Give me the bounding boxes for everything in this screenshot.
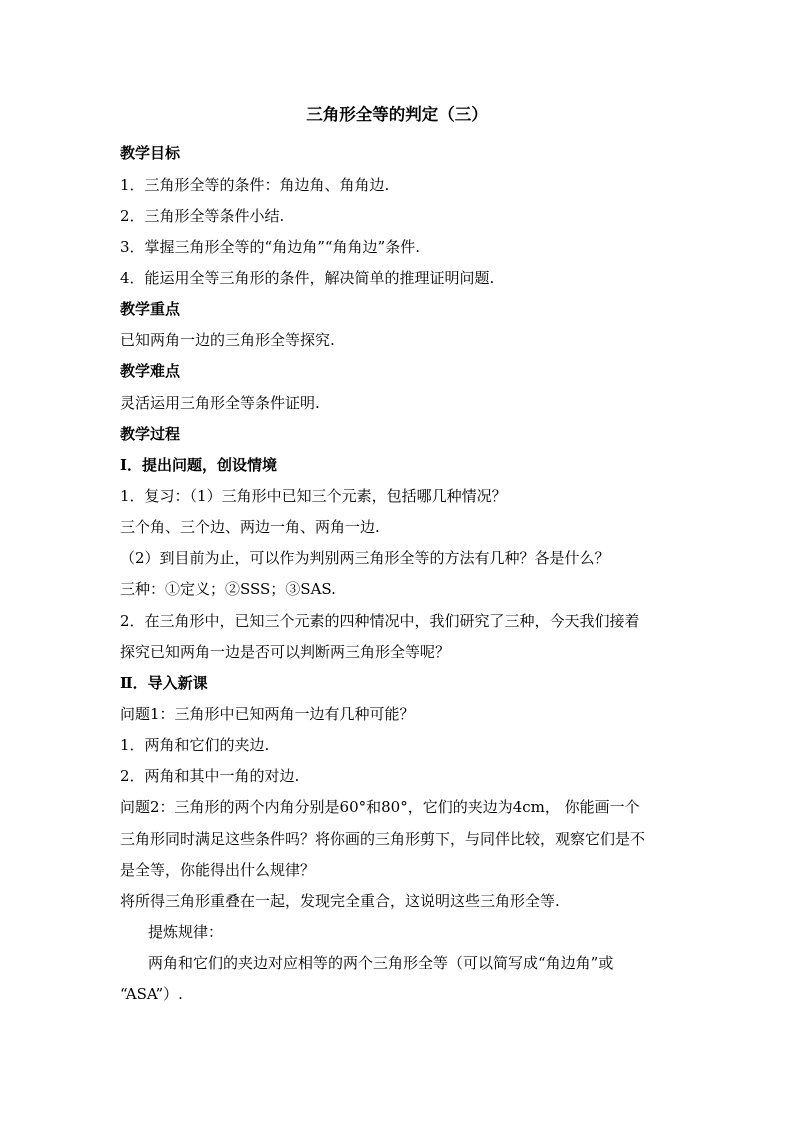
- goal-item-2: 2．三角形全等条件小结.: [120, 207, 285, 225]
- part1-heading: Ⅰ．提出问题，创设情境: [120, 456, 278, 474]
- page-title: 三角形全等的判定（三）: [306, 105, 488, 124]
- goal-item-3: 3．掌握三角形全等的“角边角”“角角边”条件.: [120, 238, 420, 256]
- part2-line-2: 1．两角和它们的夹边.: [120, 736, 270, 754]
- goal-item-1: 1．三角形全等的条件：角边角、角角边.: [120, 176, 390, 194]
- rule-line-2: “ASA”）.: [120, 985, 183, 1003]
- rule-line-1: 两角和它们的夹边对应相等的两个三角形全等（可以简写成“角边角”或: [148, 954, 614, 972]
- part1-line-3: （2）到目前为止，可以作为判别两三角形全等的方法有几种？各是什么？: [120, 549, 610, 567]
- key-heading: 教学重点: [120, 300, 181, 318]
- rule-label: 提炼规律：: [148, 923, 224, 941]
- part1-line-1: 1．复习：（1）三角形中已知三个元素，包括哪几种情况？: [120, 487, 507, 505]
- part2-line-5: 三角形同时满足这些条件吗？将你画的三角形剪下，与同伴比较，观察它们是不: [120, 830, 646, 848]
- part1-line-5: 2．在三角形中，已知三个元素的四种情况中，我们研究了三种，今天我们接着: [120, 612, 640, 630]
- goal-item-4: 4．能运用全等三角形的条件，解决简单的推理证明问题.: [120, 269, 495, 287]
- process-heading: 教学过程: [120, 425, 181, 443]
- part1-line-6: 探究已知两角一边是否可以判断两三角形全等呢？: [120, 643, 451, 661]
- part2-line-4: 问题2：三角形的两个内角分别是60°和80°，它们的夹边为4cm， 你能画一个: [120, 798, 640, 816]
- difficulty-heading: 教学难点: [120, 362, 181, 380]
- part2-line-1: 问题1：三角形中已知两角一边有几种可能？: [120, 705, 415, 723]
- difficulty-text: 灵活运用三角形全等条件证明.: [120, 394, 320, 412]
- key-text: 已知两角一边的三角形全等探究.: [120, 331, 335, 349]
- part1-line-2: 三个角、三个边、两边一角、两角一边.: [120, 518, 380, 536]
- part2-line-6: 是全等，你能得出什么规律？: [120, 861, 316, 879]
- part2-line-3: 2．两角和其中一角的对边.: [120, 767, 300, 785]
- part2-line-7: 将所得三角形重叠在一起，发现完全重合，这说明这些三角形全等.: [120, 892, 560, 910]
- part1-line-4: 三种：①定义；②SSS；③SAS.: [120, 580, 336, 598]
- goals-heading: 教学目标: [120, 144, 181, 162]
- part2-heading: Ⅱ．导入新课: [120, 674, 208, 692]
